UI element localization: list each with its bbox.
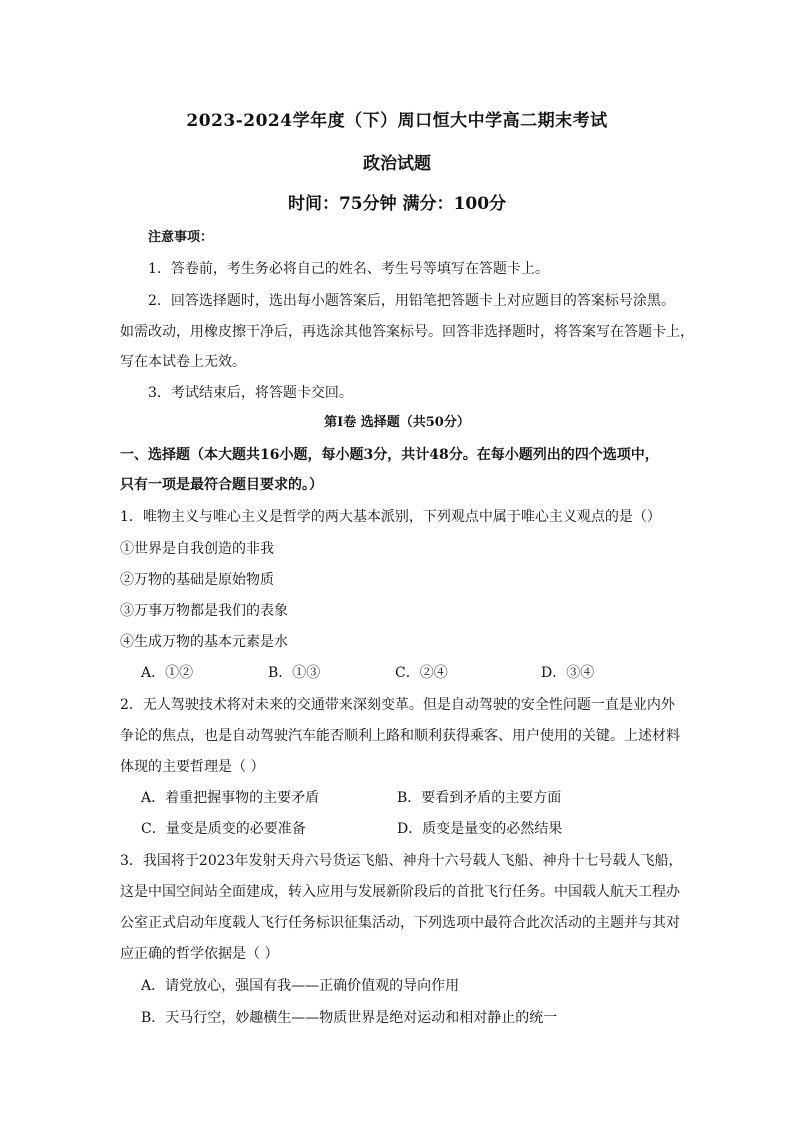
q1-stem: 1．唯物主义与唯心主义是哲学的两大基本派别，下列观点中属于唯心主义观点的是（）: [120, 509, 661, 525]
q3-option-b: B．天马行空，妙趣横生——物质世界是绝对运动和相对静止的统一: [141, 1010, 558, 1026]
q2-option-b: B．要看到矛盾的主要方面: [397, 790, 562, 806]
q2-stem-2: 争论的焦点，也是自动驾驶汽车能否顺利上路和顺利获得乘客、用户使用的关键。上述材料: [120, 728, 680, 744]
q3-stem-2: 这是中国空间站全面建成，转入应用与发展新阶段后的首批飞行任务。中国载人航天工程办: [120, 884, 680, 900]
q2-option-c: C．量变是质变的必要准备: [141, 821, 306, 837]
time-score: 时间：75分钟 满分：100分: [287, 194, 507, 214]
q1-item-2: ②万物的基础是原始物质: [120, 572, 274, 588]
notice-item-3: 3．考试结束后，将答题卡交回。: [148, 385, 353, 401]
q3-stem-3: 公室正式启动年度载人飞行任务标识征集活动，下列选项中最符合此次活动的主题并与其对: [120, 915, 680, 931]
q2-option-d: D．质变是量变的必然结果: [397, 821, 563, 837]
q3-stem-1: 3．我国将于2023年发射天舟六号货运飞船、神舟十六号载人飞船、神舟十七号载人飞船，: [120, 853, 683, 869]
q1-item-3: ③万事万物都是我们的表象: [120, 603, 288, 619]
q2-stem-1: 2．无人驾驶技术将对未来的交通带来深刻变革。但是自动驾驶的安全性问题一直是业内外: [120, 697, 675, 713]
q2-option-a: A．着重把握事物的主要矛盾: [141, 790, 320, 806]
q1-option-d: D．③④: [541, 665, 595, 681]
exam-title: 2023-2024学年度（下）周口恒大中学高二期末考试: [186, 111, 608, 131]
q2-stem-3: 体现的主要哲理是（ ）: [120, 759, 265, 775]
section-instruction-1: 一、选择题（本大题共16小题，每小题3分，共计48分。在每小题列出的四个选项中，: [120, 447, 659, 463]
subject-title: 政治试题: [363, 154, 431, 174]
q1-item-4: ④生成万物的基本元素是水: [120, 634, 288, 650]
notice-item-1: 1．答卷前，考生务必将自己的姓名、考生号等填写在答题卡上。: [148, 261, 549, 277]
notice-heading: 注意事项：: [148, 230, 214, 245]
q1-option-c: C．②④: [395, 665, 448, 681]
q1-option-b: B．①③: [268, 665, 321, 681]
notice-item-2-cont: 如需改动，用橡皮擦干净后，再选涂其他答案标号。回答非选择题时，将答案写在答题卡上，: [120, 324, 694, 340]
notice-item-2: 2．回答选择题时，选出每小题答案后，用铅笔把答题卡上对应题目的答案标号涂黑。: [148, 293, 675, 309]
section-title: 第Ⅰ卷 选择题（共50分）: [324, 415, 470, 430]
section-instruction-2: 只有一项是最符合题目要求的。）: [120, 477, 323, 493]
notice-item-2-end: 写在本试卷上无效。: [120, 354, 246, 370]
q3-option-a: A．请党放心，强国有我——正确价值观的导向作用: [141, 978, 460, 994]
q1-option-a: A．①②: [141, 665, 194, 681]
q1-item-1: ①世界是自我创造的非我: [120, 541, 274, 557]
q3-stem-4: 应正确的哲学依据是（ ）: [120, 946, 279, 962]
